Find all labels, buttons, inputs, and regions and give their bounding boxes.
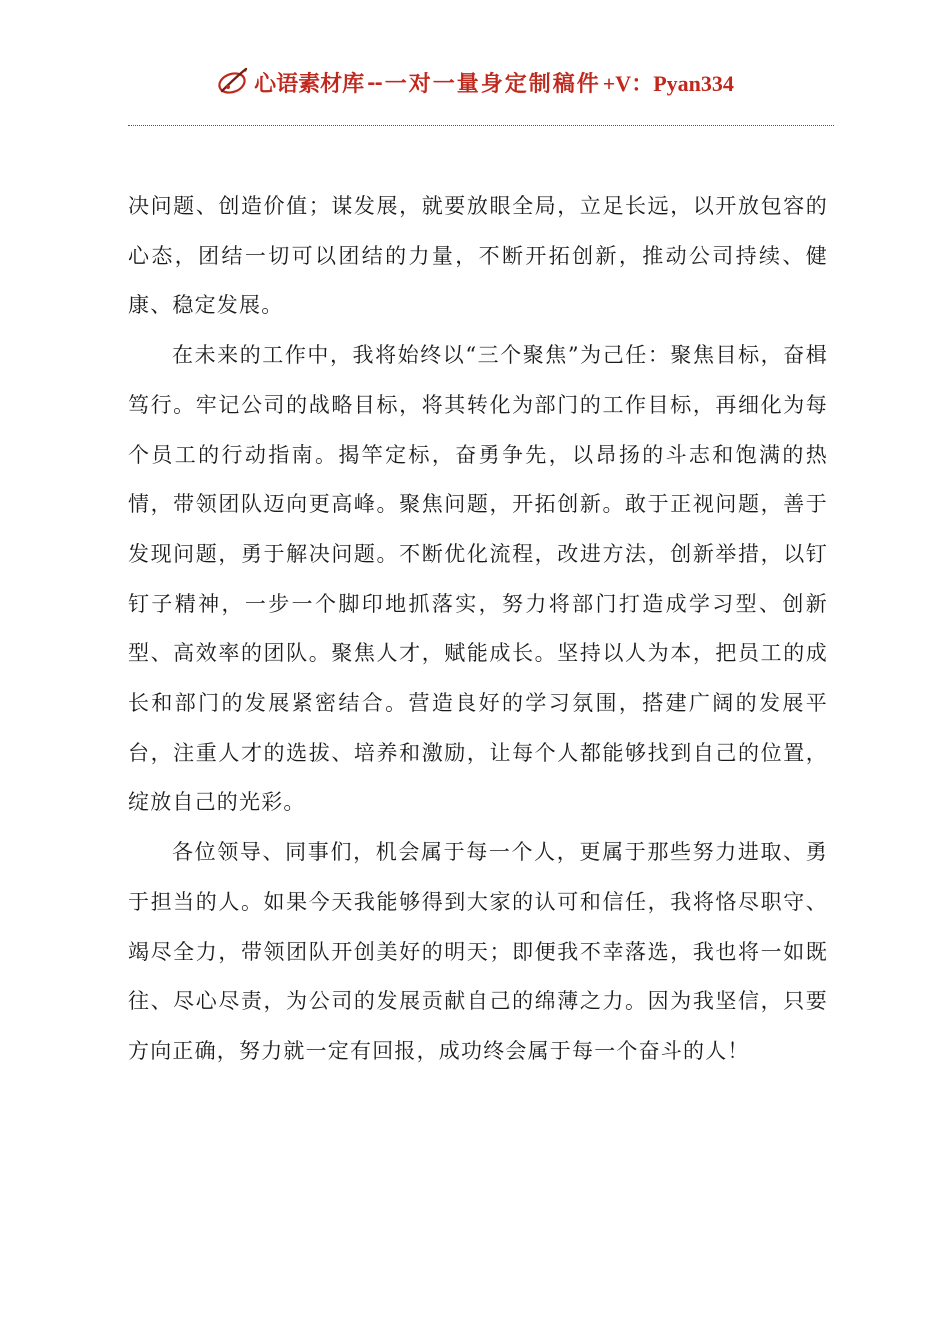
header-separator: -- — [367, 70, 382, 94]
pen-swirl-icon — [216, 65, 250, 99]
header-slogan: 一对一量身定制稿件 — [384, 70, 601, 97]
paragraph-closing: 各位领导、同事们，机会属于每一个人，更属于那些努力进取、勇于担当的人。如果今天我能够得到大家的认可和信任，我将恪尽职守、竭尽全力，带领团队开创美好的明天；即便我不幸落选，我也将一如既往、尽心尽责，为公司的发展贡献自己的绵薄之力。因为我坚信，只要方向正确，努力就一定有回报，成功终会属于每一个奋斗的人！ — [128, 840, 828, 1063]
header-banner — [216, 65, 734, 99]
header-contact: +V：Pyan334 — [602, 70, 734, 96]
paragraph-three-focuses: 在未来的工作中，我将始终以“三个聚焦”为己任：聚焦目标，奋楫笃行。牢记公司的战略目标，将其转化为部门的工作目标，再细化为每个员工的行动指南。揭竿定标，奋勇争先，以昂扬的斗志和饱满的热情，带领团队迈向更高峰。聚焦问题，开拓创新。敢于正视问题，善于发现问题，勇于解决问题。不断优化流程，改进方法，创新举措，以钉钉子精神，一步一个脚印地抓落实，努力将部门打造成学习型、创新型、高效率的团队。聚焦人才，赋能成长。坚持以人为本，把员工的成长和部门的发展紧密结合。营造良好的学习氛围，搭建广阔的发展平台，注重人才的选拔、培养和激励，让每个人都能够找到自己的位置，绽放自己的光彩。 — [128, 343, 828, 815]
brand-name: 心语素材库 — [254, 70, 365, 97]
header-divider — [128, 125, 834, 126]
page-header — [0, 60, 950, 104]
paragraph-continuation: 决问题、创造价值；谋发展，就要放眼全局，立足长远，以开放包容的心态，团结一切可以团结的力量，不断开拓创新，推动公司持续、健康、稳定发展。 — [128, 194, 828, 318]
document-body — [128, 182, 828, 1077]
